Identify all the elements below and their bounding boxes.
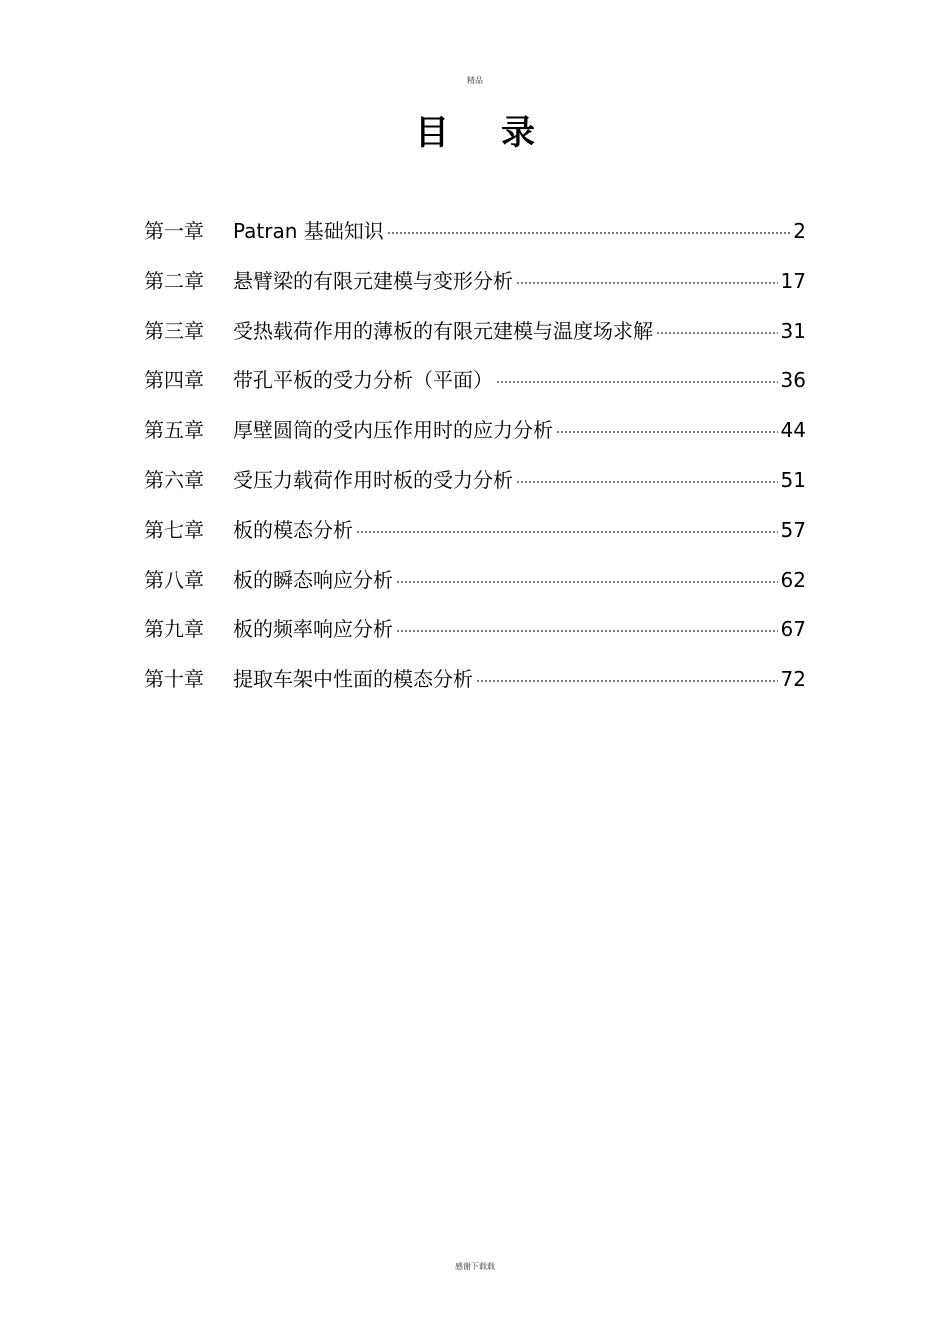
toc-title: 提取车架中性面的模态分析 [233,667,473,692]
toc-title: 板的频率响应分析 [233,617,393,642]
toc-entry-4[interactable] [144,363,806,413]
toc-title: 板的瞬态响应分析 [233,567,393,592]
toc-chapter: 第二章 [144,268,204,293]
toc-title: 悬臂梁的有限元建模与变形分析 [233,268,513,293]
footer-mark: 感谢下载载 [455,1262,495,1271]
toc-chapter: 第七章 [144,517,204,542]
toc-page-number: 17 [780,268,806,293]
toc-entry-1[interactable] [144,214,806,264]
toc-title: Patran 基础知识 [233,219,384,243]
toc-leader-dots [516,481,778,483]
toc-leader-dots [396,581,778,583]
toc-page-number: 72 [780,667,806,692]
toc-page-number: 67 [780,617,806,642]
toc-leader-dots [387,232,790,234]
toc-chapter: 第三章 [144,318,204,343]
toc-page-number: 31 [780,318,806,343]
toc-page-number: 36 [780,368,806,393]
toc-title: 受热载荷作用的薄板的有限元建模与温度场求解 [233,318,653,343]
toc-chapter: 第一章 [144,219,204,243]
toc-chapter: 第四章 [144,368,204,393]
toc-page-number: 2 [793,219,806,243]
header-mark: 精品 [467,76,483,85]
toc-page-number: 62 [780,567,806,592]
toc-leader-dots [496,381,778,383]
toc-page-number: 44 [780,418,806,443]
toc-leader-dots [556,431,778,433]
toc-entry-6[interactable] [144,463,806,513]
toc-page-number: 57 [780,517,806,542]
toc-entry-3[interactable] [144,314,806,364]
table-of-contents [144,214,806,712]
toc-leader-dots [356,531,778,533]
toc-entry-8[interactable] [144,563,806,613]
toc-title: 带孔平板的受力分析（平面） [233,368,493,393]
toc-leader-dots [516,282,778,284]
toc-entry-10[interactable] [144,662,806,712]
toc-title: 受压力载荷作用时板的受力分析 [233,467,513,492]
toc-leader-dots [656,332,778,334]
toc-chapter: 第九章 [144,617,204,642]
toc-title: 厚壁圆筒的受内压作用时的应力分析 [233,418,553,443]
toc-chapter: 第八章 [144,567,204,592]
toc-leader-dots [396,630,778,632]
toc-chapter: 第六章 [144,467,204,492]
toc-entry-7[interactable] [144,513,806,563]
toc-title: 板的模态分析 [233,517,353,542]
toc-chapter: 第五章 [144,418,204,443]
toc-leader-dots [476,680,778,682]
toc-page-number: 51 [780,467,806,492]
toc-entry-5[interactable] [144,413,806,463]
page-title: 目录 [415,113,587,153]
toc-entry-2[interactable] [144,264,806,314]
toc-entry-9[interactable] [144,612,806,662]
toc-chapter: 第十章 [144,667,204,692]
